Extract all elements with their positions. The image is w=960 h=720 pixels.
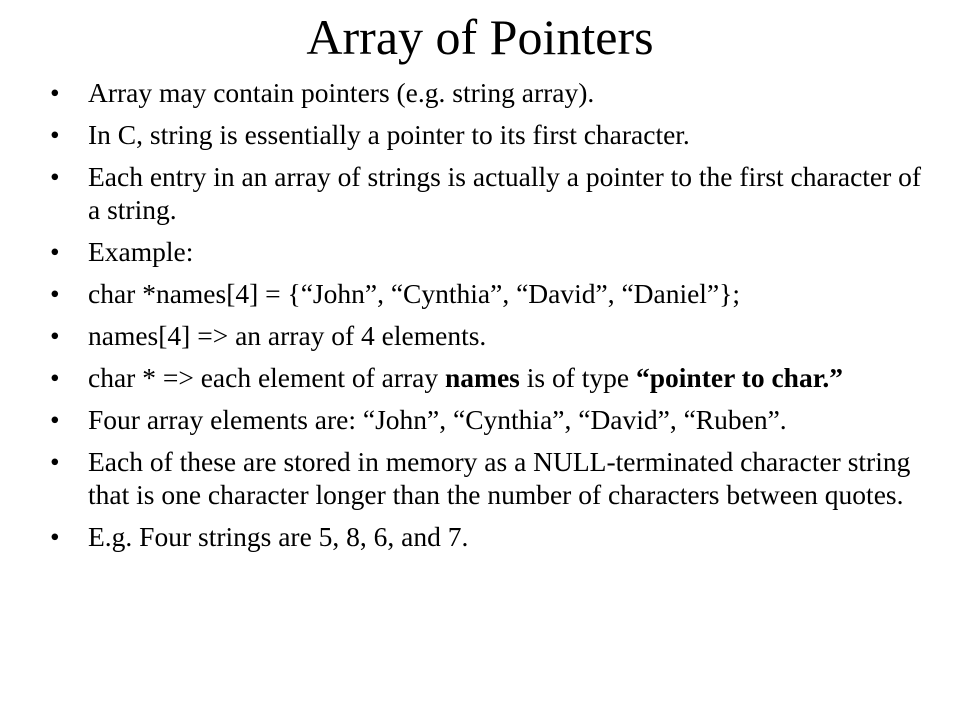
bullet-text: Four array elements are: “John”, “Cynthia”, “David”, “Ruben”.: [88, 404, 787, 435]
bullet-dot-icon: •: [50, 119, 60, 150]
bullet-text-part: char * => each element of array: [88, 362, 446, 393]
bullet-item: [50, 235, 930, 268]
bullet-dot-icon: •: [50, 161, 60, 192]
bullet-text: In C, string is essentially a pointer to its first character.: [88, 119, 690, 150]
bullet-item: [50, 520, 930, 553]
bullet-item: [50, 319, 930, 352]
bullet-dot-icon: •: [50, 320, 60, 351]
bullet-dot-icon: •: [50, 446, 60, 477]
bullet-text-part: is of type: [519, 362, 636, 393]
bullet-list: [50, 76, 930, 562]
slide-title: Array of Pointers: [306, 9, 654, 65]
bullet-text: names[4] => an array of 4 elements.: [88, 320, 487, 351]
bullet-dot-icon: •: [50, 362, 60, 393]
bullet-dot-icon: •: [50, 404, 60, 435]
bullet-dot-icon: •: [50, 236, 60, 267]
bullet-item: [50, 76, 930, 109]
bullet-text: [88, 362, 843, 393]
bullet-text: Each of these are stored in memory as a NULL-terminated character string that is one character longer than the number of characters between quotes.: [88, 446, 911, 510]
bullet-text: E.g. Four strings are 5, 8, 6, and 7.: [88, 521, 469, 552]
bullet-text: char *names[4] = {“John”, “Cynthia”, “David”, “Daniel”};: [88, 278, 740, 309]
bullet-bold-text: “pointer to char.”: [636, 362, 844, 393]
bullet-item: [50, 277, 930, 310]
bullet-item: [50, 445, 930, 511]
bullet-dot-icon: •: [50, 77, 60, 108]
bullet-item: [50, 361, 930, 394]
bullet-dot-icon: •: [50, 278, 60, 309]
bullet-bold-text: names: [445, 362, 520, 393]
bullet-item: [50, 403, 930, 436]
bullet-text: Array may contain pointers (e.g. string array).: [88, 77, 595, 108]
bullet-text: Example:: [88, 236, 194, 267]
bullet-item: [50, 118, 930, 151]
bullet-text: Each entry in an array of strings is actually a pointer to the first character of a string.: [88, 161, 922, 225]
bullet-item: [50, 160, 930, 226]
bullet-dot-icon: •: [50, 521, 60, 552]
